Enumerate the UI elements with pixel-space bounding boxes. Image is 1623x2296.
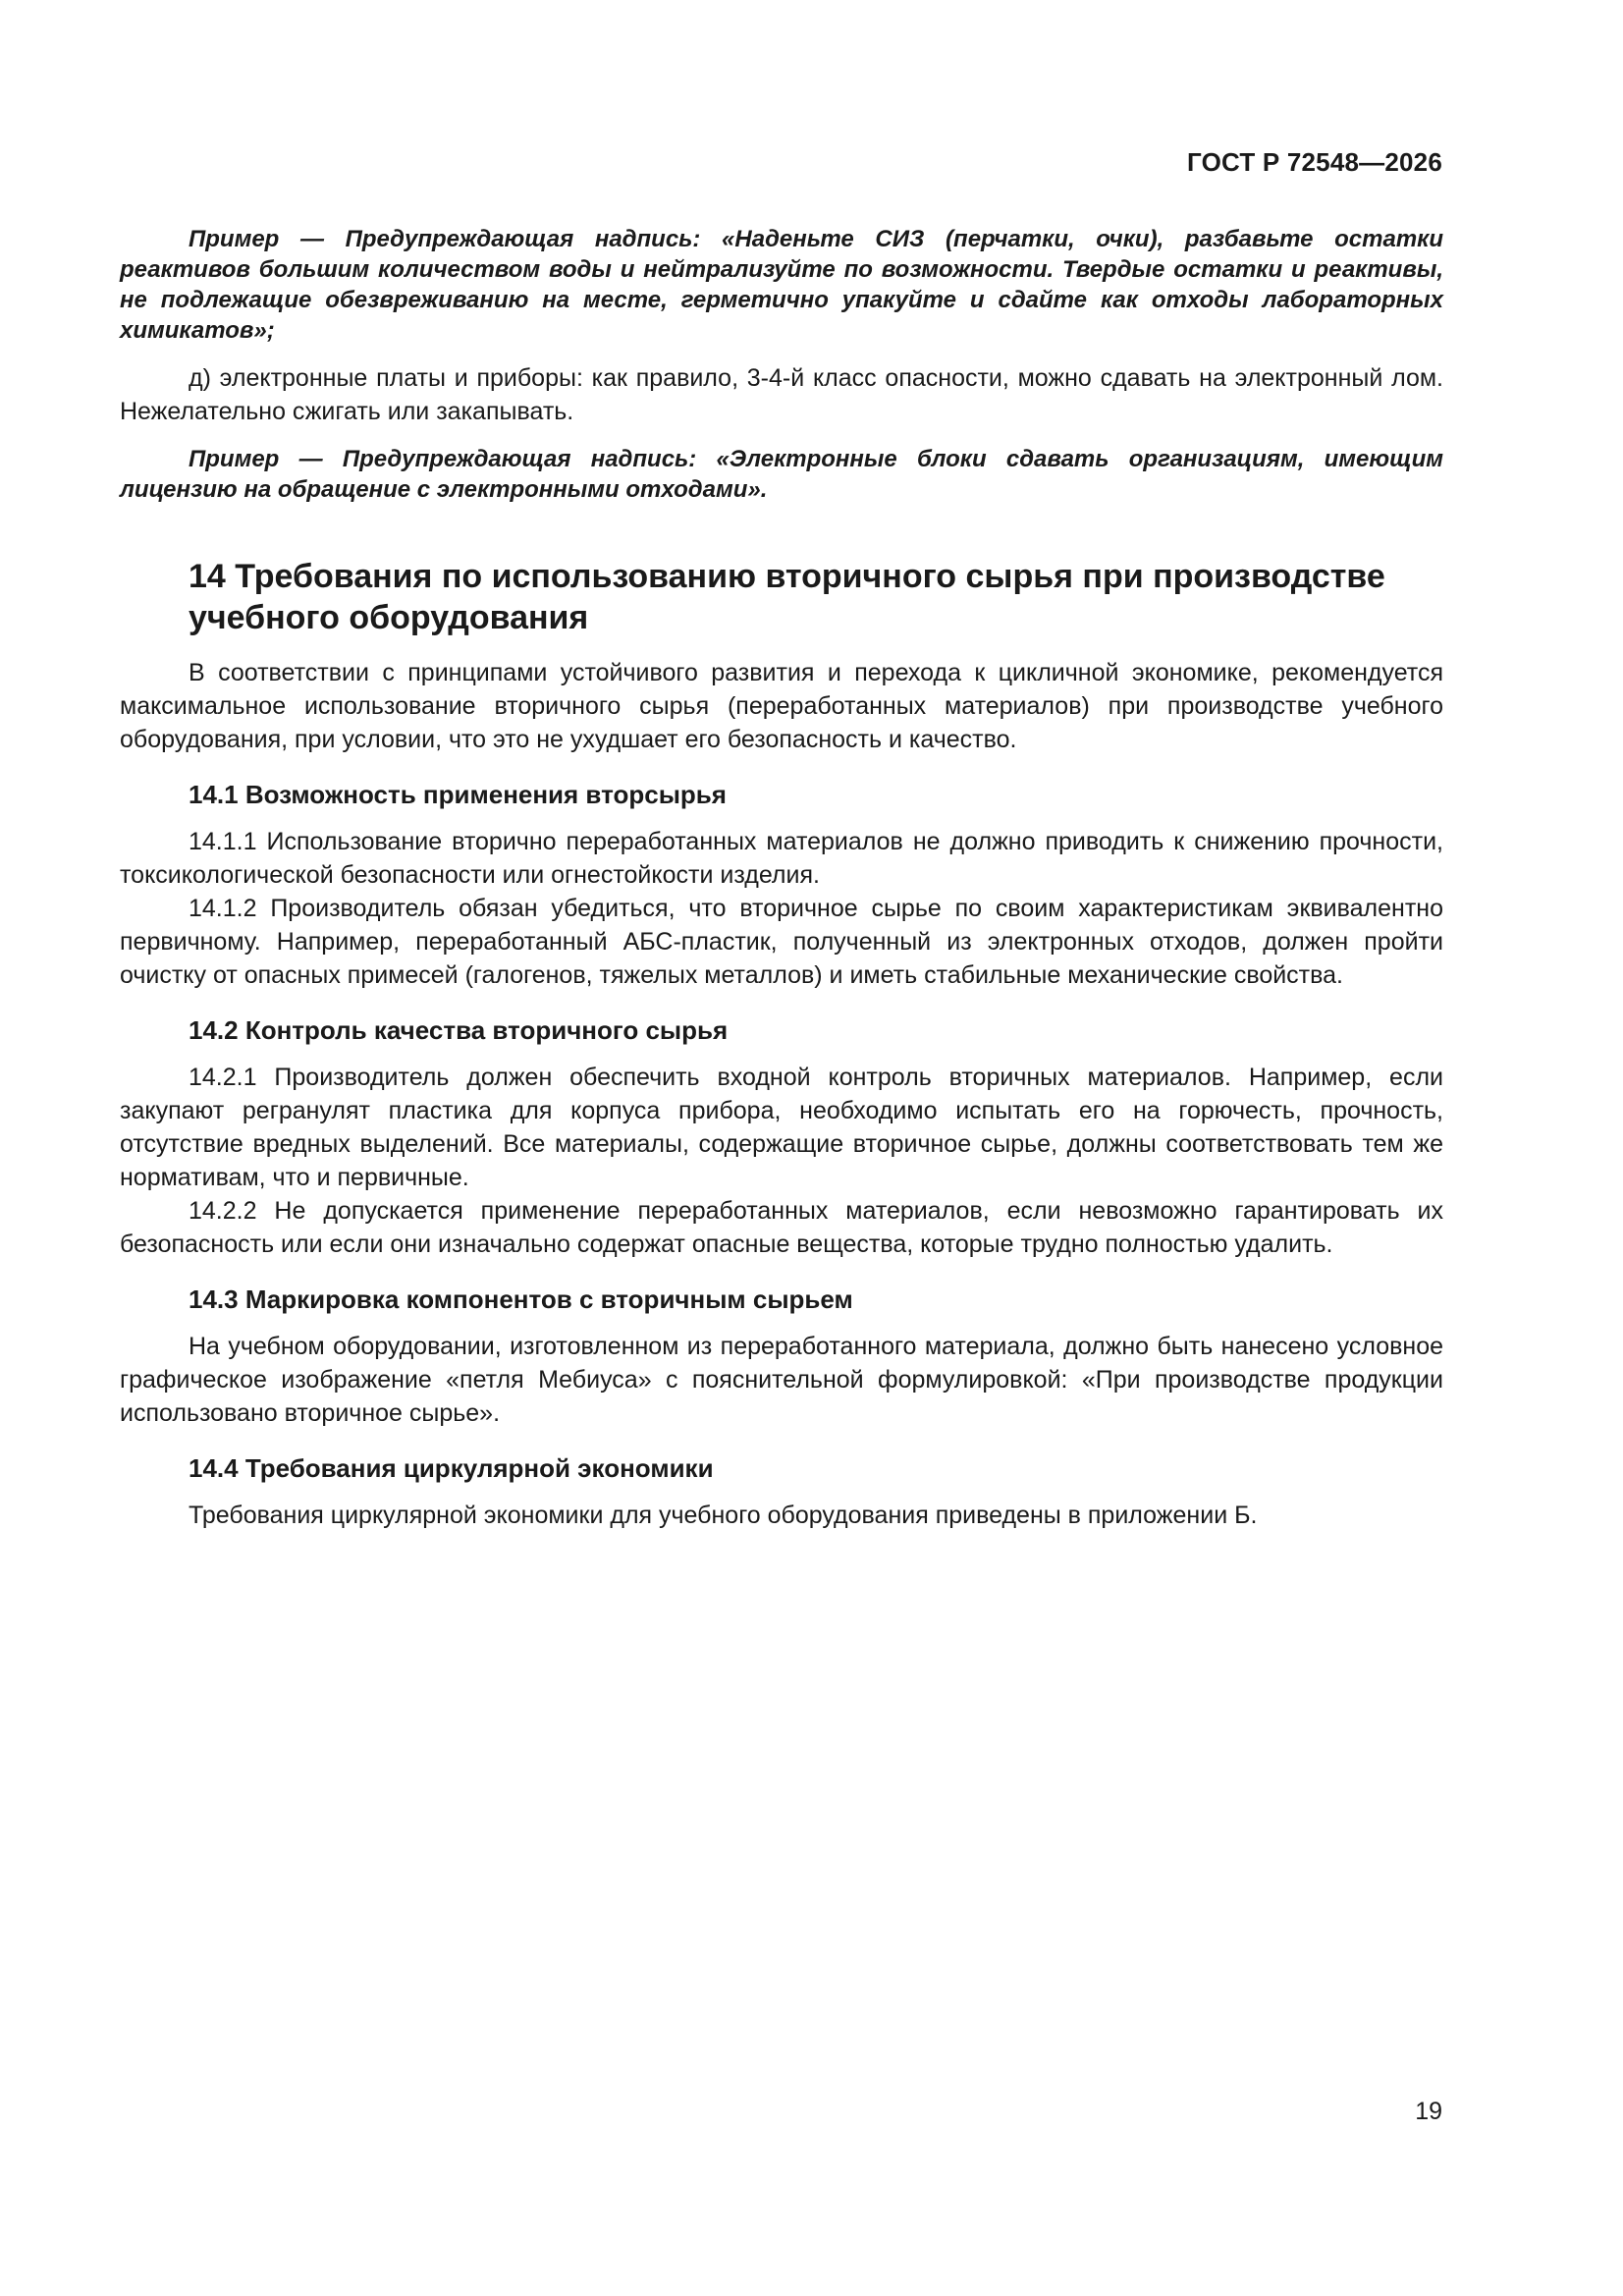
section-14-title (189, 556, 1443, 638)
paragraph-14-1-1: 14.1.1 Использование вторично переработанных материалов не должно приводить к снижению прочности, токсикологической безопасности или огнестойкости изделия. (120, 828, 1443, 889)
section-14-title-line2: учебного оборудования (189, 599, 589, 636)
page-number: 19 (1415, 2098, 1442, 2125)
subsection-14-3-title: 14.3 Маркировка компонентов с вторичным сырьем (189, 1285, 853, 1314)
paragraph-14-4: Требования циркулярной экономики для учебного оборудования приведены в приложении Б. (189, 1502, 1258, 1529)
paragraph-14-2-2: 14.2.2 Не допускается применение переработанных материалов, если невозможно гарантировать их безопасность или если они изначально содержат опасные вещества, которые трудно полностью удалить. (120, 1197, 1443, 1258)
page-content (120, 224, 1443, 1532)
paragraph-14-1-2: 14.1.2 Производитель обязан убедиться, что вторичное сырье по своим характеристикам эквивалентно первичному. Например, переработанный АБС-пластик, полученный из электронных отходов, должен пройти очистку от опасных примесей (галогенов, тяжелых металлов) и иметь стабильные механические свойства. (120, 895, 1443, 989)
subsection-14-1-title: 14.1 Возможность применения вторсырья (189, 780, 727, 809)
list-item-electronics: д) электронные платы и приборы: как правило, 3-4-й класс опасности, можно сдавать на электронный лом. Нежелательно сжигать или закапывать. (120, 364, 1443, 425)
subsection-14-2-title: 14.2 Контроль качества вторичного сырья (189, 1015, 729, 1045)
paragraph-14-3: На учебном оборудовании, изготовленном из переработанного материала, должно быть нанесено условное графическое изображение «петля Мебиуса» с пояснительной формулировкой: «При производстве продукции использовано вторичное сырье». (120, 1333, 1443, 1427)
document-id: ГОСТ Р 72548—2026 (1187, 147, 1442, 177)
example-warning-electronics: Пример — Предупреждающая надпись: «Электронные блоки сдавать организациям, имеющим лицензию на обращение с электронными отходами». (120, 446, 1443, 503)
subsection-14-4-title: 14.4 Требования циркулярной экономики (189, 1453, 714, 1483)
paragraph-14-2-1: 14.2.1 Производитель должен обеспечить входной контроль вторичных материалов. Например, если закупают регранулят пластика для корпуса прибора, необходимо испытать его на горючесть, прочность, отсутствие вредных выделений. Все материалы, содержащие вторичное сырье, должны соответствовать тем же нормативам, что и первичные. (120, 1064, 1443, 1191)
example-warning-reagents: Пример — Предупреждающая надпись: «Наденьте СИЗ (перчатки, очки), разбавьте остатки реактивов большим количеством воды и нейтрализуйте по возможности. Твердые остатки и реактивы, не подлежащие обезвреживанию на месте, герметично упакуйте и сдайте как отходы лабораторных химикатов»; (120, 226, 1443, 344)
section-14-intro: В соответствии с принципами устойчивого развития и перехода к цикличной экономике, рекомендуется максимальное использование вторичного сырья (переработанных материалов) при производстве учебного оборудования, при условии, что это не ухудшает его безопасность и качество. (120, 659, 1443, 753)
section-14-title-line1: 14 Требования по использованию вторичного сырья при производстве (189, 558, 1385, 595)
